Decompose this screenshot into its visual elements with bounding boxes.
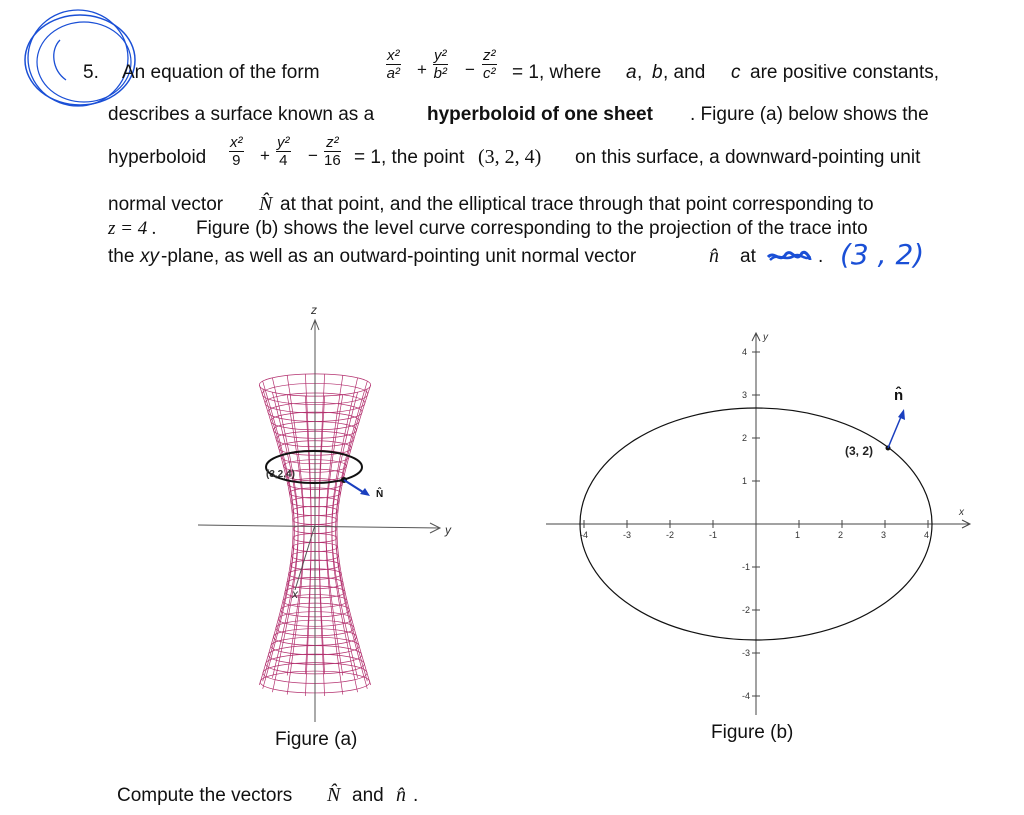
line2-text-a: describes a surface known as a [108, 104, 375, 125]
fraction-z-16: $\frac{\text{z²}}{16}$ [324, 134, 341, 169]
fraction-y-b: $\frac{\text{y²}}{\text{b²}}$ [433, 47, 447, 82]
figure-b-level-curve [540, 325, 980, 720]
question-text: Compute the vectors [117, 785, 293, 806]
y-tick-label: 1 [742, 476, 748, 486]
line1-text-b: = 1, where [512, 62, 602, 83]
point-label-b: (3, 2) [845, 444, 874, 458]
sep: , [637, 62, 643, 83]
y-tick-label: -4 [742, 691, 751, 701]
fraction-x-9: $\frac{\text{x²}}{9}$ [230, 134, 243, 169]
hand-circle-mark [0, 0, 150, 110]
fraction-x-a: $\frac{\text{x²}}{\text{a²}}$ [386, 47, 400, 82]
x-axis-label-b: x [959, 507, 964, 518]
x-tick-label: -4 [580, 530, 589, 540]
minus-sign-2: − [308, 146, 318, 165]
scribble-mark [766, 248, 812, 266]
line6-text-c: at [740, 246, 756, 267]
minus-sign: − [465, 60, 475, 79]
y-tick-label: -1 [742, 562, 751, 572]
fraction-z-c: $\frac{\text{z²}}{\text{c²}}$ [483, 47, 496, 82]
line3-text-c: on this surface, a downward-pointing unit [575, 147, 921, 168]
question-and: and [352, 785, 384, 806]
figure-a-caption: Figure (a) [275, 729, 358, 750]
var-b: b [652, 62, 663, 83]
period: . [818, 246, 824, 267]
term-hyperboloid: hyperboloid of one sheet [427, 104, 653, 125]
plus-sign-2: + [260, 146, 270, 165]
x-tick-label: -3 [623, 530, 632, 540]
fraction-y-4: $\frac{\text{y²}}{4}$ [277, 134, 290, 169]
question-n: n̂ [396, 784, 406, 806]
x-tick-label: -2 [666, 530, 675, 540]
x-tick-label: 1 [795, 530, 801, 540]
x-tick-label: 4 [924, 530, 930, 540]
plus-sign: + [417, 60, 427, 79]
var-a: a [626, 62, 637, 83]
normal-n-symbol: n̂ [709, 245, 719, 267]
line2-text-b: . Figure (a) below shows the [690, 104, 929, 125]
line5-text-b: Figure (b) shows the level curve corresponding to the projection of the trace into [196, 218, 868, 239]
question-end: . [413, 785, 419, 806]
y-tick-label: -3 [742, 648, 751, 658]
line4-text-a: normal vector [108, 194, 224, 215]
y-tick-label: 2 [742, 433, 748, 443]
y-axis-label-b: y [763, 332, 768, 343]
y-tick-label: -2 [742, 605, 751, 615]
x-tick-label: 2 [838, 530, 844, 540]
z-equals-4: z = 4 . [108, 218, 157, 239]
and-text: , and [663, 62, 706, 83]
x-axis-label: x [292, 587, 298, 601]
figure-a-hyperboloid [190, 300, 460, 730]
line4-text-b: at that point, and the elliptical trace through that point corresponding to [280, 194, 874, 215]
z-axis-label: z [311, 303, 317, 317]
line6-text-a: the [108, 246, 135, 267]
point-3d: (3, 2, 4) [478, 146, 542, 168]
y-axis-label: y [445, 523, 451, 537]
x-tick-label: -1 [709, 530, 718, 540]
figure-b-caption: Figure (b) [711, 722, 794, 743]
normal-N-symbol: N̂ [259, 193, 273, 215]
line1-text-a: An equation of the form [122, 62, 320, 83]
line1-text-c: are positive constants, [750, 62, 940, 83]
normal-label-N: N̂ [376, 489, 384, 500]
y-tick-label: 3 [742, 390, 748, 400]
handwritten-point: (3 , 2) [840, 238, 925, 271]
xy-text: xy [140, 246, 159, 267]
line3-text-a: hyperboloid [108, 147, 207, 168]
y-tick-label: 4 [742, 347, 748, 357]
question-N: N̂ [327, 784, 341, 806]
line6-text-b: -plane, as well as an outward-pointing unit normal vector [161, 246, 637, 267]
line3-text-b: = 1, the point [354, 147, 465, 168]
var-c: c [731, 62, 741, 83]
x-tick-label: 3 [881, 530, 887, 540]
point-label-3d: (3,2,4) [266, 469, 295, 480]
normal-label-n: n̂ [894, 387, 904, 404]
problem-number: 5. [83, 62, 99, 83]
